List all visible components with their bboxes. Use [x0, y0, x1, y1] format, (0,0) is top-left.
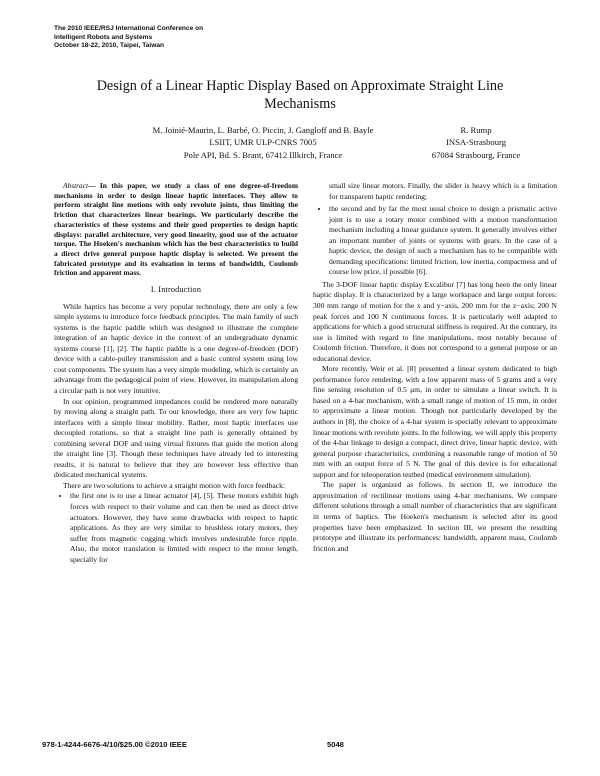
author-address: 67084 Strasbourg, France	[431, 149, 521, 160]
abstract	[54, 181, 298, 278]
author-block-left	[118, 124, 408, 161]
body-paragraph: The paper is organized as follows. In section II, we introduce the approximation of rectilinear motions using 4-bar mechanisms. We compare different solutions through a small number of characteristics that are significant in terms of haptics. The Hoeken's mechanism is selected after its good properties have been emphasized. In section III, we present the resulting prototype and illustrate its performances: bandwidth, apparent mass, Coulomb friction and	[313, 480, 557, 553]
bullet-item-continued: small size linear motors. Finally, the slider is heavy which is a limitation for transparent haptic rendering;	[329, 181, 557, 201]
body-paragraph: The 3-DOF linear haptic display Excalibur [7] has long been the only linear haptic display. It is characterized by a large workspace and large output forces: 300 mm range of motion for the x and y−axis, 200 mm for the z−axis; 200 N peak forces and 100 N continuous forces. It is particularly well adapted to applications for which a good structural stiffness is required. At the contrary, its use is limited with regard to fine manipulations, most notably because of Coulomb friction. Therefore, it does not correspond to a general purpose or an educational device.	[313, 279, 557, 363]
author-affiliation: INSA-Strasbourg	[446, 137, 506, 148]
body-paragraph: More recently, Weir et al. [8] presented a linear system dedicated to high performance force rendering, with a low apparent mass of 5 grams and a very fine sensing resolution of 0.5 μm, in order to simulate a linear switch. It is based on a 4-bar mechanism, with a small range of motion of 15 mm, in order to approximate a linear motion. Though not particularly developed by the authors in [8], the choice of a 4-bar system is specially relevant to approximate linear motions with revolute joints. In the following, we will apply this property of the 4-bar linkage to design a compact, direct drive, linear haptic device, with general purpose characteristics, combining a reasonable range of motion of 50 mm with an output force of 5 N. The goal of this device is for educational support and for teleoperation testbed (medical environment simulation).	[313, 364, 557, 479]
author-block-right	[386, 124, 566, 161]
page-number: 5048	[327, 740, 344, 749]
conference-header	[54, 25, 203, 51]
section-heading: I. Introduction	[150, 285, 202, 295]
author-address: Pole API, Bd. S. Brant, 67412 Illkirch, France	[183, 149, 343, 160]
bullet-item: • the second and by far the most usual choice to design a prismatic active joint is to use a rotary motor combined with a motion transformation mechanism including a linear guidance system. It generally involves either an important number of joints or systems with gears. In the case of a haptic device, the design of such a mechanism has to be compatible with demanding specifications: limited friction, low inertia, compactness and of course low price, if possible [6].	[329, 204, 557, 278]
right-column	[313, 181, 557, 554]
bullet-list	[54, 491, 298, 565]
body-paragraph: While haptics has become a very popular technology, there are only a few simple systems to introduce force feedback principles. The main family of such systems is the haptic paddle which was designed to illustrate the complete integration of an haptic device in the context of an undergraduate dynamic systems course [1], [2]. The haptic paddle is a one degree-of-freedom (DOF) device with a cable-pulley transmission and a basic control system using low cost components. The system has a very simple modeling, which is certainly an advantage from the pedagogical point of view. However, its manipulation along a circular path is not very intuitive.	[54, 301, 298, 395]
body-paragraph: There are two solutions to achieve a straight motion with force feedback:	[63, 480, 286, 490]
bullet-item: • the first one is to use a linear actuator [4], [5]. These motors exhibit high forces with respect to their volume and can then be used as direct drive actuators. However, they have some drawbacks with respect to haptic applications. As they are very similar to brushless rotary motors, they suffer from magnetic cogging which involves undesirable force ripple. Also, the motor translation is limited with respect to the motor length, specially for	[70, 491, 298, 565]
author-names: M. Joinié-Maurin, L. Barbé, O. Piccin, J. Gangloff and B. Bayle	[152, 125, 374, 135]
abstract-label: Abstract	[63, 181, 89, 190]
paper-title: Design of a Linear Haptic Display Based on Approximate Straight Line Mechanisms	[96, 78, 504, 112]
author-names: R. Rump	[460, 125, 492, 135]
isbn-footer: 978-1-4244-6676-4/10/$25.00 ©2010 IEEE	[42, 740, 187, 749]
conference-line: The 2010 IEEE/RSJ International Conference on	[54, 25, 204, 32]
author-affiliation: LSIIT, UMR ULP-CNRS 7005	[209, 137, 317, 148]
abstract-text: — In this paper, we study a class of one degree-of-freedom mechanisms in order to design linear haptic interfaces. They allow to perform straight line motions with only revolute joints, thus limiting the friction that characterizes linear bearings. We particularly describe the characteristics of these systems and their good properties to design haptic displays: parallel architecture, very good linearity, good use of the actuator torque. The Hoeken's mechanism which has the best characteristics to build a direct drive general purpose haptic display is selected. We present the fabricated prototype and its evaluation in terms of bandwidth, Coulomb friction and apparent mass.	[54, 181, 298, 278]
bullet-continuation	[313, 181, 557, 202]
conference-line: Intelligent Robots and Systems	[54, 33, 153, 41]
body-paragraph: In our opinion, programmed impedances could be rendered more naturally by moving along a straight path. To our knowledge, there are very few haptic interfaces with a simple linear mobility. Rather, most haptic interfaces use decoupled rotations, so that a straight line path is generally obtained by combining several DOF and using virtual fixtures that guide the motion along the straight line [3]. Though these techniques have already led to interesting results, it is natural to believe that they are however less effective than dedicated mechanical systems.	[54, 396, 298, 480]
left-column	[54, 181, 298, 567]
bullet-list	[313, 204, 557, 278]
conference-line: October 18-22, 2010, Taipei, Taiwan	[54, 42, 165, 50]
